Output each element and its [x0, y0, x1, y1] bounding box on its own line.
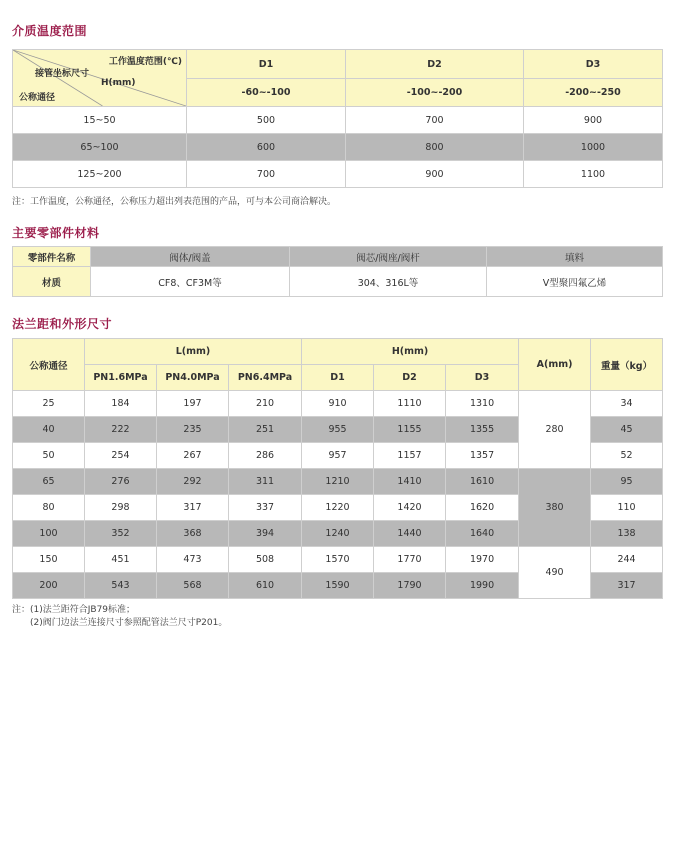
col-range-d2: -100~-200	[346, 79, 524, 107]
L-cell: 508	[229, 547, 302, 573]
L-cell: 267	[157, 443, 229, 469]
H-cell: 1220	[302, 495, 374, 521]
H-cell: 1640	[446, 521, 519, 547]
L-cell: 568	[157, 573, 229, 599]
H-cell: 1210	[302, 469, 374, 495]
material-value: CF8、CF3M等	[91, 267, 290, 297]
dimensions-note-1: 注：(1)法兰距符合JB79标准；	[12, 605, 136, 615]
material-value: 304、316L等	[290, 267, 487, 297]
H-cell: 910	[302, 391, 374, 417]
dn-cell: 80	[13, 495, 85, 521]
L-cell: 543	[85, 573, 157, 599]
section-title-temperature: 介质温度范围	[12, 24, 88, 38]
col-header-d2: D2	[346, 50, 524, 79]
H-cell: 1770	[374, 547, 446, 573]
H-cell: 1970	[446, 547, 519, 573]
value-cell: 500	[187, 107, 346, 134]
L-cell: 286	[229, 443, 302, 469]
dn-cell: 150	[13, 547, 85, 573]
table-row	[13, 391, 663, 417]
weight-cell: 110	[591, 495, 663, 521]
table-row	[13, 161, 663, 188]
H-cell: 1620	[446, 495, 519, 521]
L-sub-pn16: PN1.6MPa	[85, 365, 157, 391]
dn-cell: 65~100	[13, 134, 187, 161]
materials-header-name: 零部件名称	[13, 247, 91, 267]
value-cell: 700	[187, 161, 346, 188]
L-cell: 473	[157, 547, 229, 573]
value-cell: 900	[524, 107, 663, 134]
H-cell: 1240	[302, 521, 374, 547]
col-range-d1: -60~-100	[187, 79, 346, 107]
H-cell: 1440	[374, 521, 446, 547]
H-header: H(mm)	[302, 339, 519, 365]
dn-cell: 15~50	[13, 107, 187, 134]
weight-cell: 45	[591, 417, 663, 443]
dn-header: 公称通径	[13, 339, 85, 391]
H-cell: 1990	[446, 573, 519, 599]
value-cell: 600	[187, 134, 346, 161]
L-cell: 317	[157, 495, 229, 521]
L-cell: 610	[229, 573, 302, 599]
H-cell: 955	[302, 417, 374, 443]
L-cell: 352	[85, 521, 157, 547]
temperature-note: 注：工作温度，公称通径，公称压力超出列表范围的产品，可与本公司商洽解决。	[12, 197, 337, 207]
H-cell: 1590	[302, 573, 374, 599]
H-sub-d3: D3	[446, 365, 519, 391]
L-cell: 276	[85, 469, 157, 495]
corner-mid2-label: H(mm)	[101, 78, 136, 88]
L-cell: 368	[157, 521, 229, 547]
A-header: A(mm)	[519, 339, 591, 391]
H-cell: 1157	[374, 443, 446, 469]
weight-cell: 138	[591, 521, 663, 547]
table-row	[13, 547, 663, 573]
corner-bottom-label: 公称通径	[19, 93, 56, 103]
dimensions-note-2: (2)阀门边法兰连接尺寸参照配管法兰尺寸P201。	[30, 618, 228, 628]
H-cell: 1610	[446, 469, 519, 495]
value-cell: 700	[346, 107, 524, 134]
dn-cell: 40	[13, 417, 85, 443]
L-cell: 235	[157, 417, 229, 443]
A-cell: 280	[519, 391, 591, 469]
L-header: L(mm)	[85, 339, 302, 365]
L-cell: 254	[85, 443, 157, 469]
corner-mid1-label: 接管坐标尺寸	[35, 69, 90, 79]
H-cell: 1155	[374, 417, 446, 443]
H-cell: 957	[302, 443, 374, 469]
L-cell: 210	[229, 391, 302, 417]
L-cell: 298	[85, 495, 157, 521]
materials-header-packing: 填料	[487, 247, 663, 267]
dn-cell: 125~200	[13, 161, 187, 188]
H-cell: 1790	[374, 573, 446, 599]
L-cell: 292	[157, 469, 229, 495]
H-cell: 1110	[374, 391, 446, 417]
L-sub-pn40: PN4.0MPa	[157, 365, 229, 391]
dn-cell: 50	[13, 443, 85, 469]
dn-cell: 65	[13, 469, 85, 495]
dn-cell: 200	[13, 573, 85, 599]
A-cell: 490	[519, 547, 591, 599]
col-header-d3: D3	[524, 50, 663, 79]
L-cell: 222	[85, 417, 157, 443]
H-sub-d2: D2	[374, 365, 446, 391]
H-cell: 1410	[374, 469, 446, 495]
H-cell: 1355	[446, 417, 519, 443]
table-row	[13, 107, 663, 134]
value-cell: 1000	[524, 134, 663, 161]
L-cell: 311	[229, 469, 302, 495]
table-row	[13, 134, 663, 161]
L-cell: 197	[157, 391, 229, 417]
section-title-dimensions: 法兰距和外形尺寸	[12, 317, 113, 331]
col-header-d1: D1	[187, 50, 346, 79]
L-sub-pn64: PN6.4MPa	[229, 365, 302, 391]
dn-cell: 25	[13, 391, 85, 417]
L-cell: 337	[229, 495, 302, 521]
weight-header: 重量（kg）	[591, 339, 663, 391]
H-cell: 1570	[302, 547, 374, 573]
section-title-materials: 主要零部件材料	[12, 226, 100, 240]
H-cell: 1310	[446, 391, 519, 417]
materials-header-trim: 阀芯/阀座/阀杆	[290, 247, 487, 267]
H-sub-d1: D1	[302, 365, 374, 391]
weight-cell: 95	[591, 469, 663, 495]
L-cell: 184	[85, 391, 157, 417]
weight-cell: 34	[591, 391, 663, 417]
A-cell: 380	[519, 469, 591, 547]
diagonal-header-cell	[13, 50, 187, 107]
table-row	[13, 469, 663, 495]
dn-cell: 100	[13, 521, 85, 547]
materials-table	[12, 246, 663, 297]
L-cell: 394	[229, 521, 302, 547]
L-cell: 251	[229, 417, 302, 443]
value-cell: 900	[346, 161, 524, 188]
temperature-table	[12, 49, 663, 188]
H-cell: 1357	[446, 443, 519, 469]
L-cell: 451	[85, 547, 157, 573]
materials-row-label: 材质	[13, 267, 91, 297]
dimensions-table	[12, 338, 663, 599]
col-range-d3: -200~-250	[524, 79, 663, 107]
weight-cell: 244	[591, 547, 663, 573]
weight-cell: 317	[591, 573, 663, 599]
value-cell: 800	[346, 134, 524, 161]
material-value: V型聚四氟乙烯	[487, 267, 663, 297]
corner-top-label: 工作温度范围(℃)	[108, 57, 182, 67]
H-cell: 1420	[374, 495, 446, 521]
materials-header-body: 阀体/阀盖	[91, 247, 290, 267]
weight-cell: 52	[591, 443, 663, 469]
value-cell: 1100	[524, 161, 663, 188]
